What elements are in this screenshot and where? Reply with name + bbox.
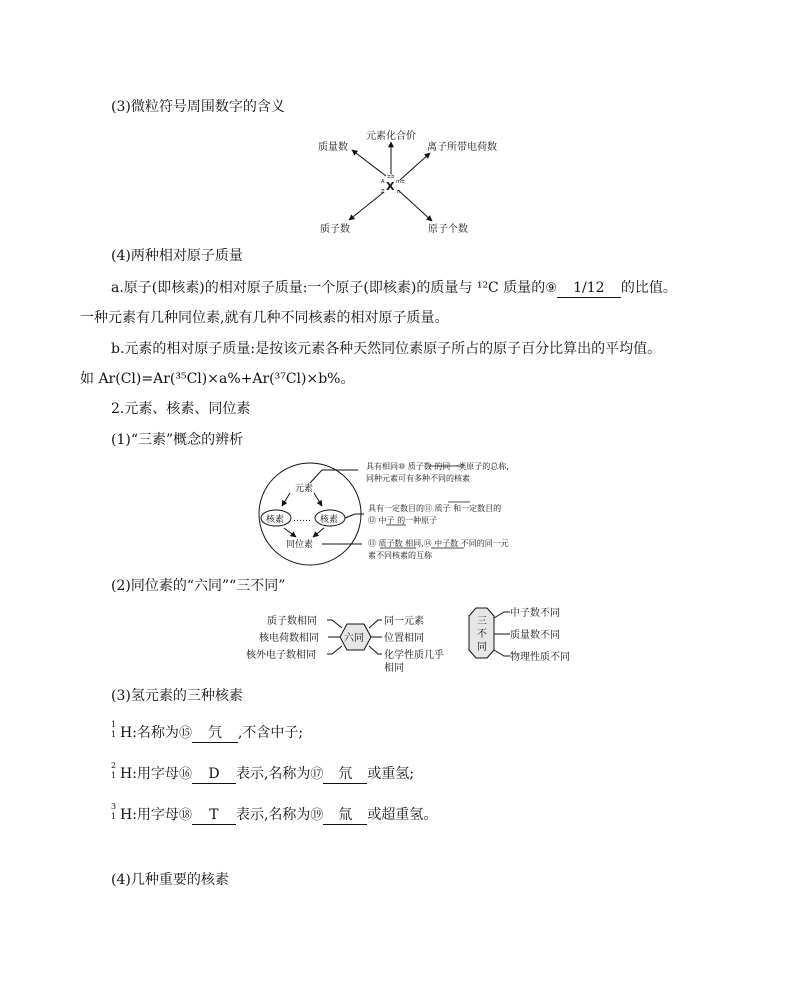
diagram-isotope: 同位素 bbox=[286, 540, 314, 550]
para-a-num: ⑨ bbox=[545, 281, 557, 296]
h1-text1: :名称为 bbox=[132, 725, 179, 741]
label-proton-number: 质子数 bbox=[320, 224, 350, 235]
sub-1-title: (1)“三素”概念的辨析 bbox=[111, 432, 244, 448]
h3-text3: 或超重氢。 bbox=[367, 807, 438, 823]
center-symbol: X bbox=[386, 180, 395, 193]
h3-symbol: H bbox=[120, 807, 133, 823]
label-mass-number: 质量数 bbox=[318, 142, 348, 153]
six-same-right-1: 位置相同 bbox=[384, 633, 424, 644]
six-same-center: 六同 bbox=[344, 633, 364, 644]
h2-text3: 或重氢; bbox=[367, 766, 415, 782]
three-diff-right-2: 物理性质不同 bbox=[510, 652, 570, 663]
section-3-title: (3)微粒符号周围数字的含义 bbox=[111, 99, 285, 115]
label-element-valence: 元素化合价 bbox=[366, 131, 416, 142]
para-a-c12: ¹²C bbox=[476, 280, 499, 296]
label-atom-count: 原子个数 bbox=[428, 224, 468, 235]
para-b-line1: b.元素的相对原子质量:是按该元素各种天然同位素原子所占的原子百分比算出的平均值。 bbox=[111, 341, 662, 357]
diagram-element: 元素 bbox=[295, 484, 314, 494]
note1-line1: 具有相同⑩ 质子数 的同一类原子的总称, bbox=[366, 462, 509, 471]
h3-text1: :用字母 bbox=[132, 807, 179, 823]
para-a-text2: 质量的 bbox=[503, 280, 546, 296]
three-diff-center-2: 同 bbox=[477, 642, 487, 653]
symbol-sup-top: ±b bbox=[387, 174, 395, 180]
symbol-sup-left: A bbox=[381, 179, 385, 185]
label-ion-charge: 离子所带电荷数 bbox=[427, 142, 497, 153]
h2-num2: ⑰ bbox=[310, 767, 324, 782]
para-a-line2: 一种元素有几种同位素,就有几种不同核素的相对原子质量。 bbox=[80, 310, 449, 326]
h2-text2: 表示,名称为 bbox=[235, 766, 311, 782]
six-same-right-2: 化学性质几乎 bbox=[384, 650, 444, 661]
para-b-line2: 如 Ar(Cl)=Ar(³⁵Cl)×a%+Ar(³⁷Cl)×b%。 bbox=[80, 371, 355, 387]
h3-isotope-notation: 3 1 bbox=[111, 802, 117, 821]
symbol-sup-right: m± bbox=[396, 179, 406, 185]
note2-line2: ⑫ 中子 的一种原子 bbox=[368, 516, 438, 525]
h1-symbol: H bbox=[120, 725, 133, 741]
h1-num1: ⑮ bbox=[178, 726, 192, 741]
six-same-right-0: 同一元素 bbox=[384, 616, 424, 627]
para-a-answer: 1/12 bbox=[557, 280, 621, 298]
note2-line1: 具有一定数目的⑪ 质子 和一定数目的 bbox=[368, 504, 502, 513]
h3-num2: ⑲ bbox=[310, 808, 324, 823]
h2-isotope-notation: 2 1 bbox=[111, 761, 117, 780]
h3-answer1: T bbox=[192, 807, 236, 825]
h3-num1: ⑱ bbox=[178, 808, 192, 823]
h1-isotope-notation: 1 1 bbox=[111, 720, 117, 739]
hydrogen-2-line bbox=[111, 763, 414, 785]
para-a-text1: a.原子(即核素)的相对原子质量:一个原子(即核素)的质量与 bbox=[111, 280, 473, 296]
h2-symbol: H bbox=[120, 766, 133, 782]
six-same-left-2: 核外电子数相同 bbox=[246, 650, 316, 661]
h1-text2: ,不含中子; bbox=[237, 725, 304, 741]
h3-answer2: 氚 bbox=[323, 807, 367, 825]
heading-2: 2.元素、核素、同位素 bbox=[111, 401, 251, 417]
three-diff-center-0: 三 bbox=[477, 616, 487, 627]
symbol-sub-left: Z bbox=[381, 189, 385, 195]
h2-answer1: D bbox=[192, 766, 236, 784]
h3-text2: 表示,名称为 bbox=[235, 807, 311, 823]
hydrogen-3-line bbox=[111, 804, 437, 826]
six-same-right-3: 相同 bbox=[384, 663, 404, 674]
six-same-left-1: 核电荷数相同 bbox=[259, 633, 319, 644]
hydrogen-1-line bbox=[111, 722, 303, 744]
h2-text1: :用字母 bbox=[132, 766, 179, 782]
six-same-left-0: 质子数相同 bbox=[267, 616, 317, 627]
section-4-title: (4)两种相对原子质量 bbox=[111, 248, 243, 264]
symbol-sub-right: n bbox=[397, 189, 401, 195]
note1-line2: 同种元素可有多种不同的核素 bbox=[366, 474, 470, 483]
h2-num1: ⑯ bbox=[178, 767, 192, 782]
sub-4-title: (4)几种重要的核素 bbox=[111, 872, 229, 888]
h2-answer2: 氘 bbox=[323, 766, 367, 784]
h1-answer1: 氕 bbox=[192, 725, 238, 743]
sub-2-title: (2)同位素的“六同”“三不同” bbox=[111, 578, 286, 594]
three-diff-right-1: 质量数不同 bbox=[510, 630, 560, 641]
para-a-text3: 的比值。 bbox=[620, 280, 677, 296]
three-diff-right-0: 中子数不同 bbox=[510, 608, 560, 619]
sub-3-title: (3)氢元素的三种核素 bbox=[111, 688, 243, 704]
diagram-nuclide-right: 核素 bbox=[320, 515, 339, 525]
diagram-dots: …… bbox=[293, 514, 311, 524]
note3-line2: 素不同核素的互称 bbox=[368, 551, 432, 560]
three-diff-center-1: 不 bbox=[477, 629, 487, 640]
note3-line1: ⑬ 质子数 相同,⑭ 中子数 不同的同一元 bbox=[368, 539, 509, 548]
diagram-nuclide-left: 核素 bbox=[266, 515, 285, 525]
